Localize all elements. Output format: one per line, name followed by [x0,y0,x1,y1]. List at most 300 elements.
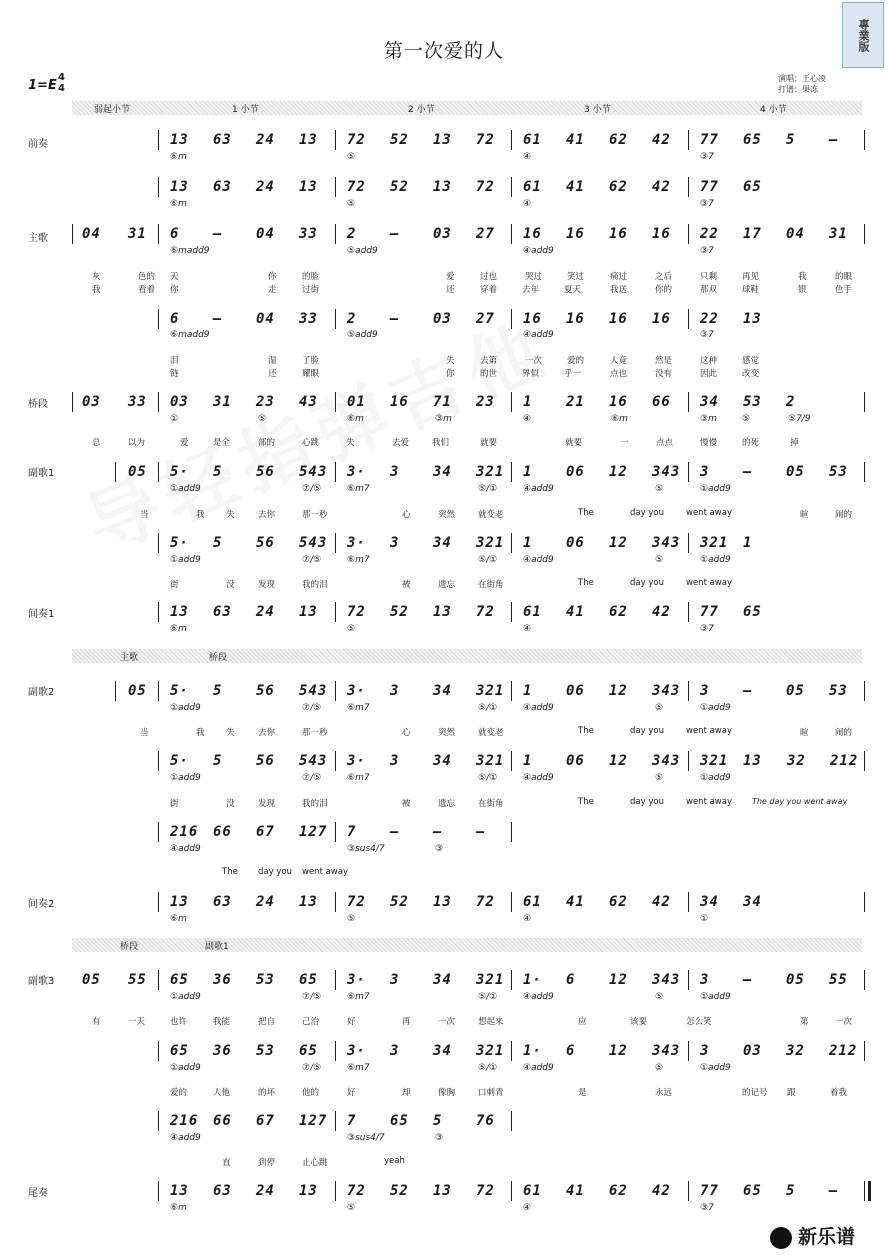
lyric: 应 [578,1017,587,1027]
lyric: 灰 [92,272,101,282]
lyric: 被 [402,799,411,809]
note: 16 [609,394,628,410]
lyric: 哭过 [525,272,543,282]
note: 72 [476,1183,495,1199]
chord-symbol: ⑥madd9 [170,246,210,256]
lyric: 我们 [432,438,450,448]
note: 5 [213,535,223,551]
note: 33 [128,394,147,410]
barline [864,970,865,990]
note: 41 [566,179,585,195]
note: 23 [256,394,275,410]
lyric: 球鞋 [742,285,760,295]
band-m2: 2 小节 [408,105,435,115]
note: 12 [609,753,628,769]
barline [688,892,689,912]
note: 13 [743,753,762,769]
note: 65 [743,132,762,148]
lyric: 色的 [138,272,156,282]
section-interlude2: 间奏2 [28,899,55,910]
chord-symbol: ④add9 [523,555,554,565]
note: 65 [299,972,318,988]
note: 212 [830,753,859,769]
barline [688,681,689,701]
note: 06 [566,683,585,699]
lyric: 你 [268,272,277,282]
lyric: 爱的 [567,356,585,366]
lyric: 之后 [655,272,673,282]
note: 34 [433,1043,452,1059]
chord-symbol: ⑥m7 [347,484,370,494]
note: 01 [347,394,366,410]
note: 34 [700,394,719,410]
chord-symbol: ①add9 [170,703,201,713]
lyric: 你 [446,369,455,379]
lyric: 银 [798,285,807,295]
note: 03 [170,394,189,410]
lyric: 第 [800,1017,809,1027]
mid-band-2-a: 桥段 [120,942,139,952]
note: 2 [347,226,357,242]
barline [158,224,159,244]
note: 31 [128,226,147,242]
note: 31 [829,226,848,242]
note: 343 [652,972,681,988]
barline [511,130,512,150]
note: 5 [786,1183,796,1199]
note: 13 [170,1183,189,1199]
barline [158,177,159,197]
note: 13 [299,894,318,910]
lyric: went away [686,578,733,588]
lyric: 一次 [835,1017,853,1027]
note: 5 [213,753,223,769]
note: 13 [170,132,189,148]
note: 16 [609,311,628,327]
note: 62 [609,179,628,195]
note: 321 [476,535,505,551]
note: 343 [652,1043,681,1059]
chord-symbol: ④ [523,914,532,924]
lyric: 你的 [655,285,673,295]
lyric: 乎一 [564,369,582,379]
note: 65 [743,179,762,195]
barline [158,533,159,553]
lyric: 部的 [258,438,276,448]
lyric: 走 [268,285,277,295]
note: — [213,311,223,327]
section-chorus1: 副歌1 [28,468,55,479]
note: 24 [256,894,275,910]
note: 43 [299,394,318,410]
note: 62 [609,604,628,620]
lyric: 人他 [213,1088,231,1098]
note: 71 [433,394,452,410]
note: 22 [700,311,719,327]
chord-symbol: ④ [523,199,532,209]
note: 72 [347,894,366,910]
note: 05 [786,972,805,988]
note: 77 [700,604,719,620]
lyric: The day you went away [752,797,848,806]
section-intro: 前奏 [28,139,48,150]
note: 3 [390,535,400,551]
chord-symbol: ⑤ [655,773,664,783]
lyric: 闹的 [835,728,853,738]
note: 12 [609,464,628,480]
barline [335,462,336,482]
note: 24 [256,1183,275,1199]
note: 34 [433,464,452,480]
note: 3· [347,535,366,551]
note: 66 [652,394,671,410]
barline [335,392,336,412]
note: 1 [523,535,533,551]
chord-symbol: ⑤ [655,703,664,713]
barline [158,1111,159,1131]
note: 24 [256,132,275,148]
barline [688,309,689,329]
barline [335,970,336,990]
lyric: day you [630,726,664,736]
lyric: 像胸 [438,1088,456,1098]
lyric: 我送 [610,285,628,295]
chord-symbol: ⑦/⑤ [302,773,322,783]
chord-symbol: ③m [435,414,452,424]
barline [115,462,116,482]
lyric: 好 [347,1088,356,1098]
lyric: 也许 [170,1017,188,1027]
lyric: day you [630,508,664,518]
lyric: 爱的 [170,1088,188,1098]
note: 34 [743,894,762,910]
note: 321 [476,753,505,769]
note: 1 [523,683,533,699]
note: 7 [347,1113,357,1129]
note: 13 [433,1183,452,1199]
note: 61 [523,894,542,910]
note: 216 [170,1113,199,1129]
note: 03 [82,394,101,410]
note: 42 [652,1183,671,1199]
chord-symbol: ③7 [700,246,714,256]
note: 52 [390,1183,409,1199]
note: 3 [390,972,400,988]
lyric: 然是 [655,356,673,366]
chord-symbol: ⑥m7 [347,555,370,565]
note: 42 [652,604,671,620]
note: 13 [433,132,452,148]
note: 72 [347,604,366,620]
note: 06 [566,535,585,551]
note: 65 [743,604,762,620]
note: 5 [433,1113,443,1129]
lyric: 己治 [302,1017,320,1027]
note: 03 [743,1043,762,1059]
chord-symbol: ⑤ [347,914,356,924]
chord-symbol: ①add9 [170,484,201,494]
note: 72 [476,894,495,910]
chord-symbol: ③ [435,844,444,854]
note: — [829,132,839,148]
note: 12 [609,683,628,699]
lyric: 好 [347,1017,356,1027]
chord-symbol: ⑤ [742,414,751,424]
chord-symbol: ⑤/① [478,773,498,783]
chord-symbol: ③sus4/7 [347,844,385,854]
chord-symbol: ④add9 [523,1063,554,1073]
barline [864,751,865,771]
note: 1 [743,535,753,551]
band-m4: 4 小节 [760,105,787,115]
barline [158,309,159,329]
note: 05 [82,972,101,988]
note: 3 [700,1043,710,1059]
note: 05 [128,683,147,699]
chord-symbol: ③m [700,414,717,424]
note: 67 [256,1113,275,1129]
lyric: went away [686,508,733,518]
note: 53 [256,972,275,988]
note: 36 [213,1043,232,1059]
note: 53 [829,683,848,699]
lyric: 去爱 [392,438,410,448]
chord-symbol: ⑦/⑤ [302,555,322,565]
note: 5· [170,535,189,551]
chord-symbol: ⑤ [655,1063,664,1073]
chord-symbol: ⑥m7 [347,773,370,783]
barline [335,602,336,622]
lyric: 我 [798,272,807,282]
lyric: 的记号 [742,1088,768,1098]
note: 3 [700,464,710,480]
chord-symbol: ④ [523,414,532,424]
chord-symbol: ⑤ [258,414,267,424]
note: 3· [347,753,366,769]
barline [158,822,159,842]
barline [335,1181,336,1201]
lyric: 是全 [213,438,231,448]
barline [688,1181,689,1201]
lyric: 我的泪 [302,799,328,809]
lyric: 你 [170,285,179,295]
lyric: went away [686,726,733,736]
chord-symbol: ⑥m [170,624,187,634]
barline [335,1041,336,1061]
lyric: 人竟 [610,356,628,366]
lyric: 改变 [742,369,760,379]
lyric: 当 [140,728,149,738]
lyric: 是 [578,1088,587,1098]
watermark [68,292,563,573]
barline [335,177,336,197]
lyric: 想起来 [478,1017,504,1027]
barline [864,1181,865,1201]
chord-symbol: ③sus4/7 [347,1133,385,1143]
note: 61 [523,132,542,148]
note: 32 [787,753,806,769]
chord-symbol: ⑥m7 [347,992,370,1002]
credit-transcriber: 打谱：果冻 [778,85,818,94]
lyric: 的死 [742,438,760,448]
lyric: 止心跳 [302,1158,328,1168]
barline [864,130,865,150]
barline [158,681,159,701]
barline [511,892,512,912]
note: 34 [433,683,452,699]
note: 77 [700,1183,719,1199]
note: 13 [170,179,189,195]
chord-symbol: ⑤ [655,555,664,565]
note: 52 [390,604,409,620]
chord-symbol: ①add9 [700,1063,731,1073]
lyric: 过也 [480,272,498,282]
chord-symbol: ④add9 [523,773,554,783]
lyric: 以为 [128,438,146,448]
barline [158,1041,159,1061]
barline [864,392,865,412]
note: — [390,824,400,840]
note: 13 [299,179,318,195]
lyric: 再见 [742,272,760,282]
note: — [743,683,753,699]
note: 05 [786,464,805,480]
lyric: 因此 [700,369,718,379]
barline [335,309,336,329]
note: 3 [390,1043,400,1059]
note: 34 [700,894,719,910]
barline [688,177,689,197]
chord-symbol: ⑤7/9 [788,414,811,424]
chord-symbol: ⑤/① [478,555,498,565]
credits [778,73,826,95]
note: 72 [347,179,366,195]
note: 27 [476,226,495,242]
chord-symbol: ⑤ [347,152,356,162]
chord-symbol: ③7 [700,1203,714,1213]
note: 56 [256,753,275,769]
lyric: 就变老 [478,510,504,520]
note: 05 [128,464,147,480]
note: 12 [609,1043,628,1059]
lyric: 看着 [138,285,156,295]
note: 543 [299,464,328,480]
lyric: 怎么笑 [686,1017,712,1027]
note: 2 [786,394,796,410]
lyric: 再 [402,1017,411,1027]
note: 04 [82,226,101,242]
lyric: 没有 [655,369,673,379]
note: 13 [299,1183,318,1199]
lyric: 心跳 [302,438,320,448]
note: 22 [700,226,719,242]
barline [864,1041,865,1061]
chord-symbol: ④ [523,624,532,634]
lyric: 的世 [480,369,498,379]
lyric: 该要 [630,1017,648,1027]
barline [335,822,336,842]
lyric: 那一秒 [302,510,328,520]
lyric: 口刺青 [478,1088,504,1098]
barline [158,1181,159,1201]
lyric: 的眼 [835,272,853,282]
chord-symbol: ⑦/⑤ [302,484,322,494]
note: 65 [390,1113,409,1129]
lyric: 一 [620,438,629,448]
chord-symbol: ①add9 [700,992,731,1002]
credit-singer: 演唱：王心凌 [778,74,826,83]
lyric: 暄 [800,728,809,738]
note: 543 [299,753,328,769]
note: 77 [700,132,719,148]
chord-symbol: ⑤ [347,199,356,209]
lyric: 的坏 [258,1088,276,1098]
lyric: 我 [92,285,101,295]
lyric: 失 [226,510,235,520]
lyric: 在街角 [478,580,504,590]
note: 72 [347,1183,366,1199]
lyric: 感觉 [742,356,760,366]
note: 13 [433,179,452,195]
note: 41 [566,894,585,910]
lyric: The [578,578,594,588]
lyric: 跟 [787,1088,796,1098]
note: 16 [609,226,628,242]
barline [511,751,512,771]
note: 12 [609,535,628,551]
barline [511,602,512,622]
note: 61 [523,179,542,195]
lyric: 掉 [790,438,799,448]
lyric: 慢慢 [700,438,718,448]
note: 72 [476,179,495,195]
chord-symbol: ⑥m [170,1203,187,1213]
note: 343 [652,753,681,769]
note: 62 [609,1183,628,1199]
barline [158,130,159,150]
lyric: 天 [170,272,179,282]
chord-symbol: ⑥m7 [347,703,370,713]
barline [688,602,689,622]
note: 52 [390,132,409,148]
chord-symbol: ①add9 [700,703,731,713]
chord-symbol: ⑥m7 [347,1063,370,1073]
lyric: 笑过 [567,272,585,282]
record-icon [770,1227,792,1249]
section-interlude1: 间奏1 [28,609,55,620]
note: 52 [390,894,409,910]
note: 127 [299,1113,328,1129]
chord-symbol: ③7 [700,152,714,162]
barline [335,751,336,771]
barline [511,309,512,329]
chord-symbol: ⑤ [655,484,664,494]
note: 61 [523,1183,542,1199]
note: 16 [523,311,542,327]
note: 06 [566,753,585,769]
note: 3· [347,464,366,480]
barline [688,392,689,412]
lyric: 湿 [268,356,277,366]
note: 65 [743,1183,762,1199]
lyric: 心 [402,728,411,738]
lyric: 他的 [302,1088,320,1098]
lyric: 了脸 [302,356,320,366]
lyric: 遗忘 [438,799,456,809]
mid-band-2-b: 副歌1 [205,942,229,952]
lyric: The [222,867,238,877]
lyric: 街 [170,799,179,809]
